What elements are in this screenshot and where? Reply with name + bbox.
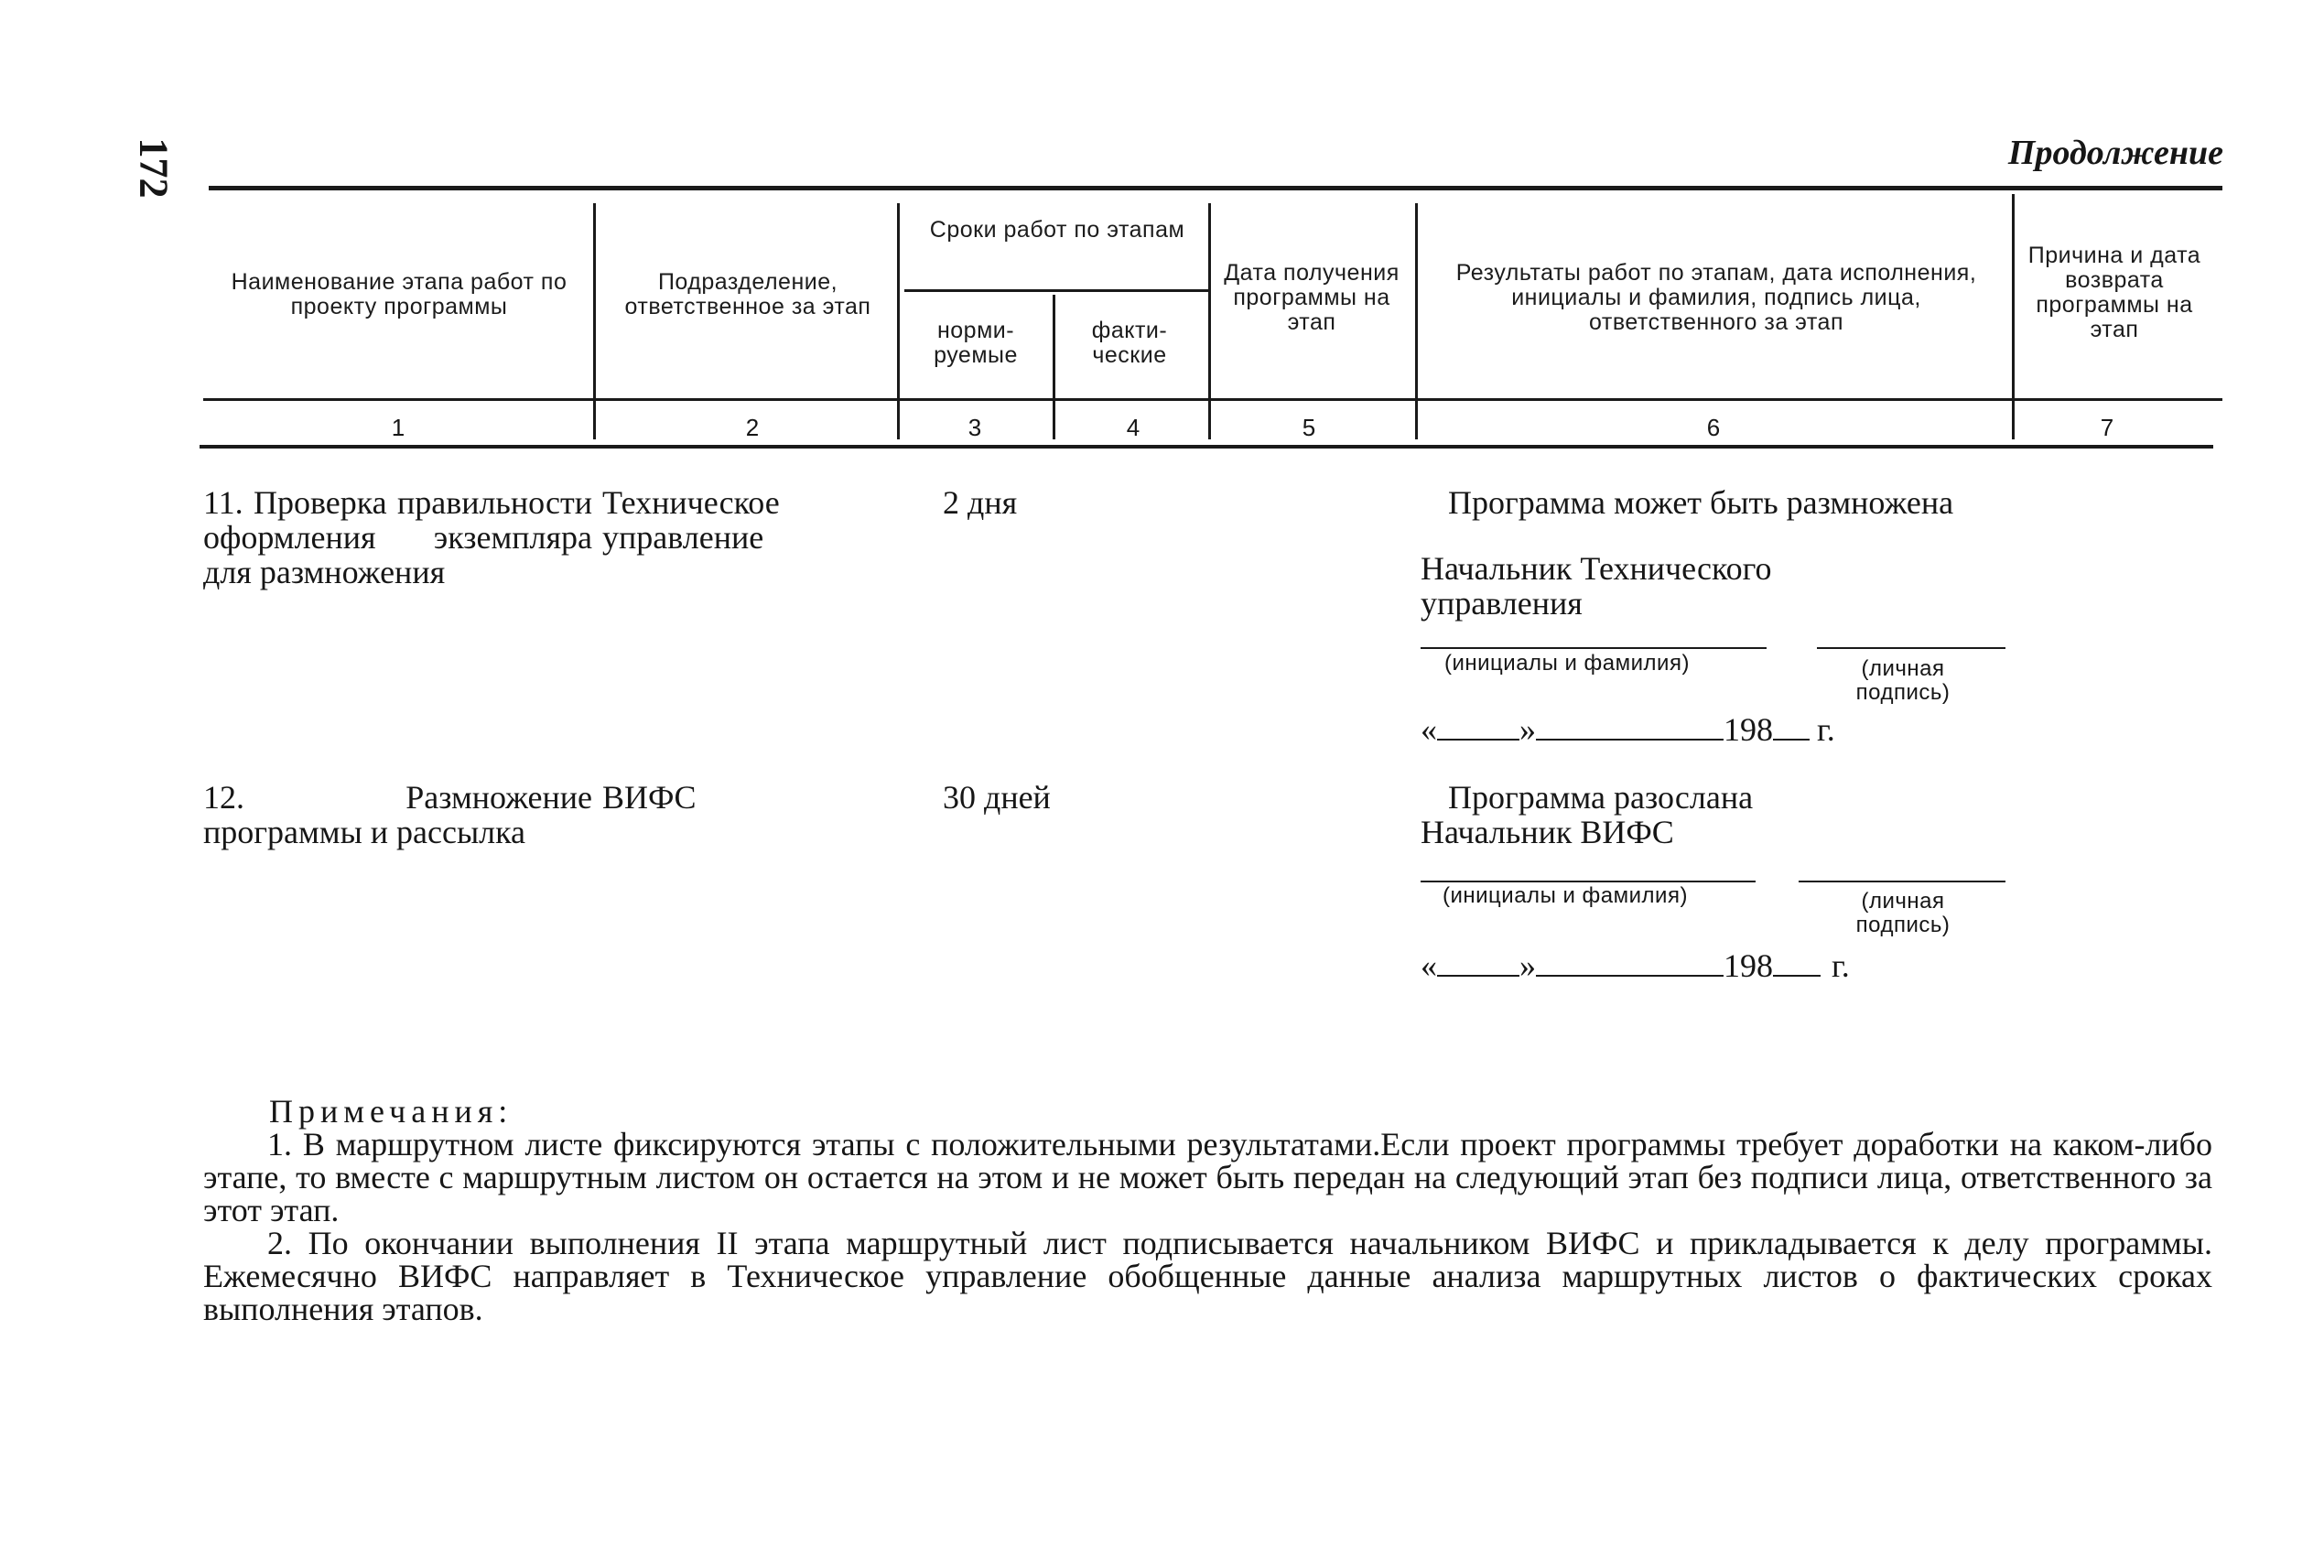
row-11-signature-caption: (личная подпись) — [1855, 656, 1951, 705]
col-divider-6 — [2012, 194, 2015, 439]
header-bottom-rule — [203, 398, 2222, 401]
row-12-result-chief: Начальник ВИФС — [1421, 814, 1674, 850]
header-stage-name: Наименование этапа работ по проекту программы — [231, 269, 567, 319]
row-12-year: 198 — [1724, 947, 1773, 984]
row-11-date-line — [1421, 712, 1835, 747]
col-divider-5 — [1415, 203, 1418, 439]
column-number-5: 5 — [1302, 414, 1316, 441]
row-11-year: 198 — [1724, 711, 1773, 748]
table-top-rule — [209, 186, 2222, 190]
col-divider-1 — [593, 203, 596, 439]
note-2: 2. По окончании выполнения II этапа маршрутный лист подписывается начальником ВИФС и прикладывается к делу программы. Ежемесячно ВИФС направляет в Техническое управление обобщенные данные анализа маршрутных листов о фактических сроках выполнения этапов. — [203, 1225, 2212, 1327]
col-divider-2 — [897, 203, 900, 439]
numbers-bottom-rule — [200, 445, 2213, 449]
row-11-result-chief: Начальник Технического управления — [1421, 550, 1772, 622]
row-11-personal-signature-line — [1817, 647, 2005, 649]
header-terms-group: Сроки работ по этапам — [929, 217, 1185, 243]
header-department: Подразделение, ответственное за этап — [624, 269, 871, 319]
row-12-name-signature-line — [1421, 881, 1756, 882]
row-12-month-blank — [1536, 951, 1724, 977]
row-11-date-open: « — [1421, 711, 1437, 748]
notes-title: Примечания: — [269, 1093, 513, 1130]
row-12-date-close: » — [1519, 947, 1536, 984]
note-1: 1. В маршрутном листе фиксируются этапы с положительными результатами.Если проект программы требует доработки на каком-либо этапе, то вместе с маршрутным листом он остается на этом и не может быть передан на следующий этап без подписи лица, ответственного за этот этап. — [203, 1126, 2212, 1228]
column-number-7: 7 — [2100, 414, 2114, 441]
row-12-date-line — [1421, 948, 1850, 983]
row-11-result-text: Программа может быть размножена — [1448, 484, 1954, 521]
col-divider-3 — [1053, 295, 1055, 439]
row-11-stage: 11. Проверка правильности оформления экземпляра для размножения — [203, 484, 592, 590]
column-number-1: 1 — [391, 414, 405, 441]
header-return-reason: Причина и дата возврата программы на этап — [2027, 243, 2201, 342]
row-11-year-blank — [1773, 715, 1810, 741]
row-11-name-signature-line — [1421, 647, 1767, 649]
page-number: 172 — [131, 137, 177, 199]
row-11-norm-term: 2 дня — [943, 484, 1018, 521]
header-results: Результаты работ по этапам, дата исполнения, инициалы и фамилия, подпись лица, ответственного за этап — [1455, 260, 1977, 335]
row-12-stage: 12. Размножение программы и рассылка — [203, 779, 592, 850]
row-11-name-caption: (инициалы и фамилия) — [1444, 651, 1690, 676]
row-11-year-suffix: г. — [1817, 711, 1835, 748]
row-11-date-close: » — [1519, 711, 1536, 748]
row-12-year-suffix: г. — [1832, 947, 1850, 984]
row-12-department: ВИФС — [602, 779, 697, 816]
continuation-label: Продолжение — [2007, 134, 2223, 172]
column-number-3: 3 — [967, 414, 982, 441]
row-12-signature-caption: (личная подпись) — [1855, 889, 1951, 937]
header-actual-terms: факти-ческие — [1091, 318, 1168, 368]
header-norm-terms: норми-руемые — [934, 318, 1018, 368]
column-number-6: 6 — [1706, 414, 1721, 441]
notes-block — [203, 1095, 2212, 1325]
row-11-month-blank — [1536, 715, 1724, 741]
col-divider-4 — [1208, 203, 1211, 439]
column-number-4: 4 — [1126, 414, 1140, 441]
row-12-date-open: « — [1421, 947, 1437, 984]
row-12-result-text: Программа разослана — [1448, 779, 1754, 816]
row-12-year-blank — [1773, 951, 1821, 977]
row-12-day-blank — [1437, 951, 1519, 977]
subheader-rule — [904, 289, 1208, 292]
row-12-name-caption: (инициалы и фамилия) — [1443, 883, 1688, 908]
header-receive-date: Дата получения программы на этап — [1224, 260, 1400, 335]
row-12-norm-term: 30 дней — [943, 779, 1051, 816]
row-11-day-blank — [1437, 715, 1519, 741]
row-11-department: Техническое управление — [602, 484, 780, 556]
column-number-2: 2 — [745, 414, 760, 441]
row-12-personal-signature-line — [1799, 881, 2005, 882]
